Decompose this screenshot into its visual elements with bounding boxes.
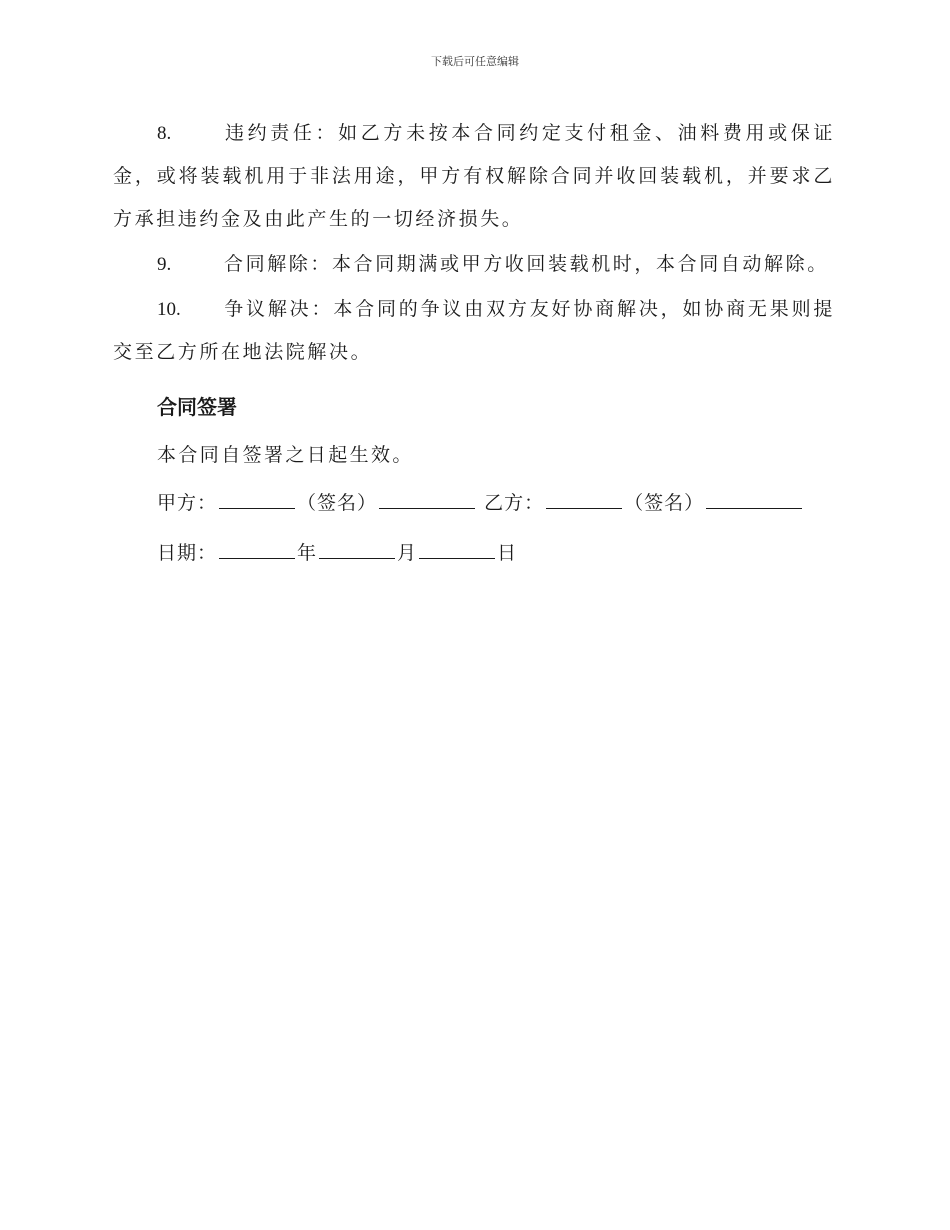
clause-text-lead: 争议解决：本合同的争议由双方友好协商解决，如协商无果则提 (224, 298, 835, 320)
clause-text-rest: 金，或将装载机用于非法用途，甲方有权解除合同并收回装载机，并要求乙方承担违约金及由此产生的一切经济损失。 (113, 165, 835, 230)
day-label: 日 (497, 542, 518, 564)
document-body (113, 112, 835, 578)
year-blank[interactable] (219, 542, 295, 559)
party-a-label: 甲方： (157, 492, 218, 514)
date-label: 日期： (157, 542, 218, 564)
day-blank[interactable] (419, 542, 495, 559)
clause-text-lead: 违约责任：如乙方未按本合同约定支付租金、油料费用或保证 (224, 122, 835, 144)
party-b-signature-blank[interactable] (706, 492, 802, 509)
effective-statement: 本合同自签署之日起生效。 (157, 444, 414, 466)
party-b-label: 乙方： (484, 492, 545, 514)
section-title-signing: 合同签署 (157, 395, 237, 419)
clause-10 (113, 288, 835, 374)
clause-number: 8. (157, 123, 172, 144)
clause-number: 10. (157, 299, 181, 320)
clause-9 (113, 243, 835, 286)
month-label: 月 (397, 542, 418, 564)
clause-text-lead: 合同解除：本合同期满或甲方收回装载机时，本合同自动解除。 (224, 253, 829, 275)
party-a-sign-label: （签名） (297, 492, 378, 514)
date-line (157, 528, 835, 578)
year-label: 年 (297, 542, 318, 564)
party-b-sign-label: （签名） (624, 492, 705, 514)
month-blank[interactable] (319, 542, 395, 559)
party-a-signature-blank[interactable] (379, 492, 475, 509)
signature-line (157, 478, 835, 528)
party-b-name-blank[interactable] (546, 492, 622, 509)
clause-8 (113, 112, 835, 241)
party-a-name-blank[interactable] (219, 492, 295, 509)
clause-number: 9. (157, 254, 172, 275)
page-header-note: 下载后可任意编辑 (431, 55, 519, 68)
clause-text-rest: 交至乙方所在地法院解决。 (113, 341, 373, 363)
